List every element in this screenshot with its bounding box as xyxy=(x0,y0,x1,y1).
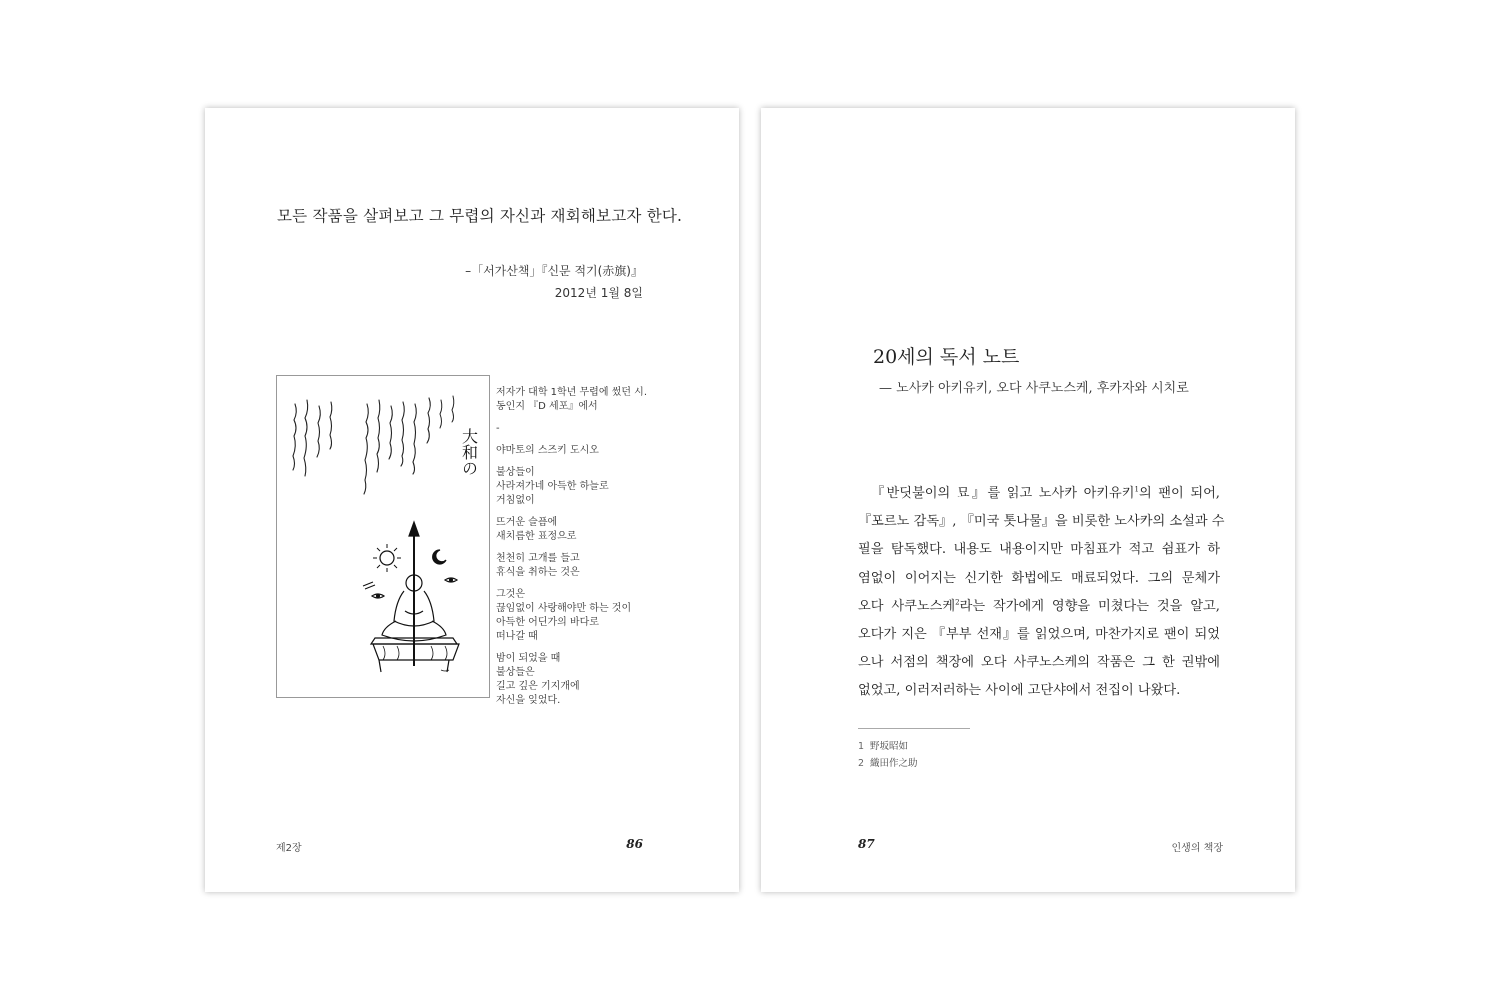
quote-text: 모든 작품을 살펴보고 그 무렵의 자신과 재회해보고자 한다. xyxy=(277,207,683,225)
source-line: –「서가산책」『신문 적기(赤旗)』 xyxy=(465,264,643,278)
poem-line: 길고 깊은 기지개에 xyxy=(496,681,580,692)
poem-line: 천천히 고개를 들고 xyxy=(496,553,580,564)
body-line: 오다가 지은 『부부 선재』를 읽었으며, 마찬가지로 팬이 되었 xyxy=(858,627,1220,643)
body-line: 없었고, 이러저러하는 사이에 고단샤에서 전집이 나왔다. xyxy=(858,683,1181,699)
left-page xyxy=(205,108,739,892)
body-line: 필을 탐독했다. 내용도 내용이지만 마침표가 적고 쉼표가 하 xyxy=(858,542,1220,558)
poem-line: 아득한 어딘가의 바다로 xyxy=(496,617,599,628)
poem-line: 거침없이 xyxy=(496,495,535,506)
body-line: 오다 사쿠노스케$^2$라는 작가에게 영향을 미쳤다는 것을 알고, xyxy=(858,598,1220,614)
footer-book-title: 인생의 책장 xyxy=(1171,843,1223,854)
poem-line: 저자가 대학 1학년 무렵에 썼던 시. xyxy=(496,387,648,398)
poem-stanza xyxy=(496,386,696,414)
right-page xyxy=(761,108,1295,892)
page-number-right: 87 xyxy=(858,837,875,851)
footnote-text: 野坂昭如 xyxy=(870,741,909,752)
footnote-text: 織田作之助 xyxy=(870,758,918,769)
poem-stanza xyxy=(496,444,696,458)
footnote-divider xyxy=(858,728,970,729)
body-line: 『반딧불이의 묘』를 읽고 노사카 아키유키$^1$의 팬이 되어, xyxy=(871,485,1221,501)
footnote-ref[interactable]: 2 xyxy=(955,598,960,607)
footnotes xyxy=(858,738,918,772)
footnote-ref[interactable]: 1 xyxy=(1134,485,1139,494)
footnote-item xyxy=(858,755,918,772)
body-line: 염없이 이어지는 신기한 화법에도 매료되었다. 그의 문체가 xyxy=(858,570,1220,586)
poem-line: 새치름한 표정으로 xyxy=(496,531,577,542)
manuscript-image xyxy=(276,375,490,698)
poem-stanza xyxy=(496,652,696,708)
poem-line: 동인지 『D 세포』에서 xyxy=(496,401,598,412)
poem-line: 그것은 xyxy=(496,589,525,600)
poem-caption xyxy=(496,386,696,716)
poem-line: 불상들은 xyxy=(496,667,535,678)
footnote-item xyxy=(858,738,918,755)
chapter-title: 20세의 독서 노트 xyxy=(873,346,1020,368)
poem-line: 야마토의 스즈키 도시오 xyxy=(496,445,599,456)
body-line: 『포르노 감독』, 『미국 톳나물』을 비롯한 노사카의 소설과 수 xyxy=(858,514,1225,530)
poem-stanza xyxy=(496,516,696,544)
poem-line: 밤이 되었을 때 xyxy=(496,653,561,664)
footer-chapter: 제2장 xyxy=(276,843,302,854)
poem-line: - xyxy=(496,423,500,434)
poem-line: 떠나갈 때 xyxy=(496,631,538,642)
footnote-number: 2 xyxy=(858,758,865,769)
poem-line: 자신을 잊었다. xyxy=(496,695,561,706)
poem-stanza xyxy=(496,466,696,508)
poem-stanza xyxy=(496,422,696,436)
poem-stanza xyxy=(496,588,696,644)
page-number-left: 86 xyxy=(626,837,643,851)
poem-line: 휴식을 취하는 것은 xyxy=(496,567,580,578)
quote-source xyxy=(465,260,643,304)
manuscript-title: 大和の xyxy=(459,428,479,476)
body-text xyxy=(858,480,1225,706)
poem-line: 뜨거운 슬픔에 xyxy=(496,517,558,528)
poem-stanza xyxy=(496,552,696,580)
poem-line: 끊임없이 사랑해야만 하는 것이 xyxy=(496,603,632,614)
footnote-number: 1 xyxy=(858,741,865,752)
chapter-subtitle: — 노사카 아키유키, 오다 사쿠노스케, 후카자와 시치로 xyxy=(879,381,1189,396)
handwritten-poem-illustration xyxy=(277,376,489,697)
poem-line: 사라져가네 아득한 하늘로 xyxy=(496,481,609,492)
poem-line: 불상들이 xyxy=(496,467,535,478)
body-line: 으나 서점의 책장에 오다 사쿠노스케의 작품은 그 한 권밖에 xyxy=(858,655,1220,671)
source-date: 2012년 1월 8일 xyxy=(554,286,643,300)
